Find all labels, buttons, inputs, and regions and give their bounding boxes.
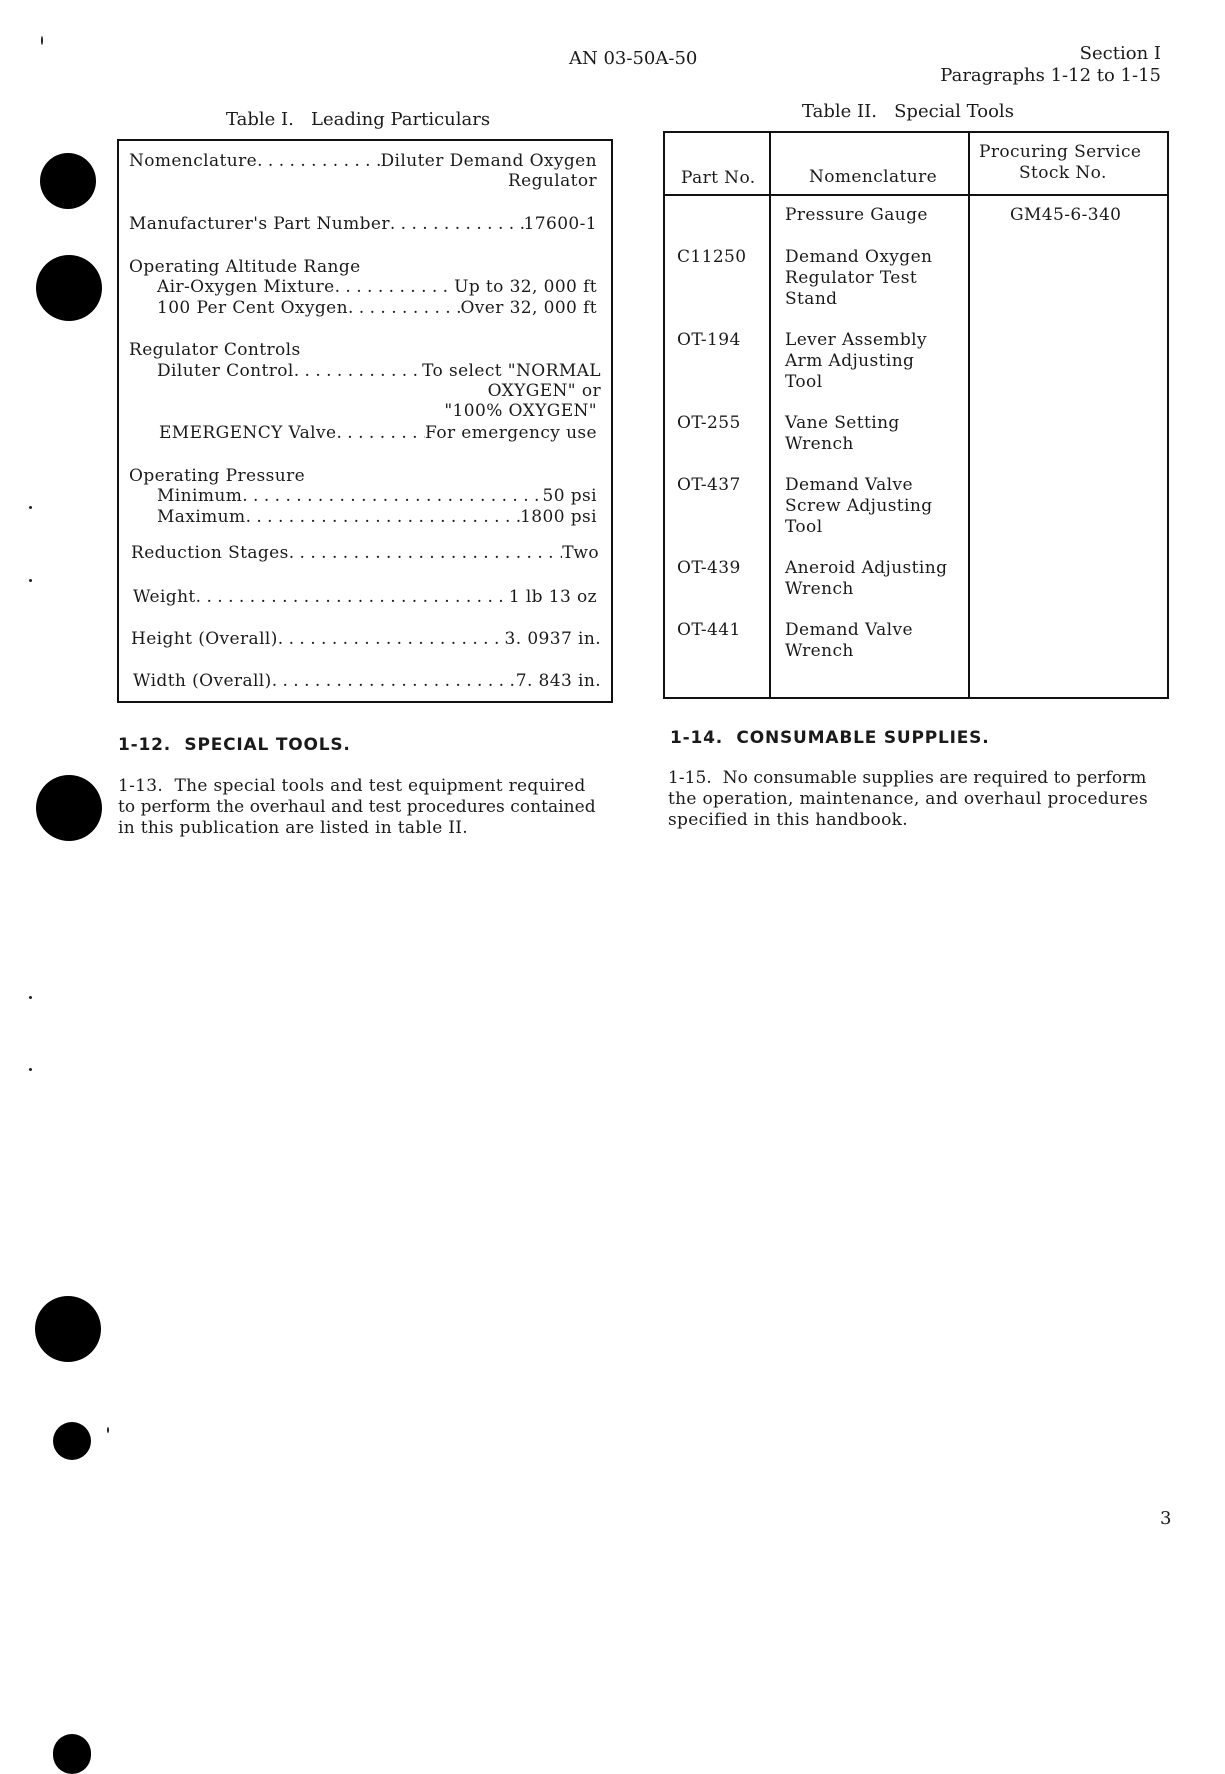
table-cell-nomenclature: Tool xyxy=(785,517,823,537)
row-label: Minimum xyxy=(157,486,243,506)
column-divider xyxy=(769,133,771,697)
row-part-number xyxy=(129,214,597,234)
row-value: 3. 0937 in. xyxy=(504,629,601,649)
row-label: Reduction Stages xyxy=(131,543,289,563)
binder-hole xyxy=(40,153,96,209)
paragraph-line: specified in this handbook. xyxy=(668,810,908,830)
row-value: Up to 32, 000 ft xyxy=(454,277,597,297)
section-label: Section I xyxy=(1079,43,1161,64)
table-cell-part-no: OT-194 xyxy=(677,330,741,350)
speck xyxy=(29,579,32,582)
page-number: 3 xyxy=(1160,1508,1172,1529)
section-heading-1-14: 1-14. CONSUMABLE SUPPLIES. xyxy=(670,728,990,748)
leader-dots xyxy=(335,277,454,297)
binder-hole xyxy=(36,255,102,321)
leader-dots xyxy=(257,151,380,171)
altitude-heading: Operating Altitude Range xyxy=(129,257,361,277)
table-cell-nomenclature: Arm Adjusting xyxy=(785,351,915,371)
table-cell-nomenclature: Lever Assembly xyxy=(785,330,927,350)
binder-hole xyxy=(35,1296,101,1362)
leader-dots xyxy=(242,486,542,506)
header-divider xyxy=(665,194,1167,196)
paragraph-line: the operation, maintenance, and overhaul procedures xyxy=(668,789,1149,809)
table-cell-nomenclature: Wrench xyxy=(785,641,854,661)
table-cell-nomenclature: Pressure Gauge xyxy=(785,205,928,225)
row-nomenclature xyxy=(129,151,597,171)
header-part-no: Part No. xyxy=(681,168,756,188)
row-value: For emergency use xyxy=(425,423,597,443)
paragraph-range: Paragraphs 1-12 to 1-15 xyxy=(940,65,1161,86)
table-cell-stock-no: GM45-6-340 xyxy=(1010,205,1122,225)
paragraph-1-15 xyxy=(668,768,1148,831)
row-air-oxygen xyxy=(157,277,597,297)
row-label: Diluter Control xyxy=(157,361,294,381)
leader-dots xyxy=(348,298,460,318)
row-value: 7. 843 in. xyxy=(515,671,601,691)
table-cell-part-no: OT-439 xyxy=(677,558,741,578)
table-cell-part-no: OT-437 xyxy=(677,475,741,495)
row-value: 50 psi xyxy=(542,486,597,506)
doc-number: AN 03-50A-50 xyxy=(569,48,698,69)
paragraph-line: 1-15. No consumable supplies are required to perform xyxy=(668,768,1147,788)
table1-caption: Table I. Leading Particulars xyxy=(226,109,491,130)
leader-dots xyxy=(278,629,505,649)
table-cell-nomenclature: Wrench xyxy=(785,434,854,454)
paragraph-line: in this publication are listed in table II. xyxy=(118,818,469,838)
speck xyxy=(107,1427,109,1433)
row-reduction xyxy=(131,543,599,563)
paragraph-1-13 xyxy=(118,776,596,839)
row-pure-oxygen xyxy=(157,298,597,318)
table-cell-nomenclature: Regulator Test xyxy=(785,268,918,288)
row-label: Maximum xyxy=(157,507,246,527)
table-cell-nomenclature: Demand Valve xyxy=(785,475,913,495)
table-cell-nomenclature: Aneroid Adjusting xyxy=(785,558,948,578)
paragraph-line: to perform the overhaul and test procedures contained xyxy=(118,797,596,817)
row-diluter xyxy=(157,361,601,381)
binder-hole xyxy=(53,1736,91,1774)
table-cell-part-no: OT-441 xyxy=(677,620,741,640)
row-value: Over 32, 000 ft xyxy=(460,298,597,318)
row-height xyxy=(131,629,601,649)
table-cell-part-no: C11250 xyxy=(677,247,747,267)
special-tools-table xyxy=(663,131,1169,699)
row-label: Air-Oxygen Mixture xyxy=(157,277,335,297)
section-heading-1-12: 1-12. SPECIAL TOOLS. xyxy=(118,735,351,755)
row-emergency xyxy=(159,423,597,443)
row-value-cont: Regulator xyxy=(507,171,597,191)
row-value: To select "NORMAL xyxy=(422,361,601,381)
pressure-heading: Operating Pressure xyxy=(129,466,306,486)
table-cell-nomenclature: Stand xyxy=(785,289,838,309)
speck xyxy=(29,996,32,999)
row-weight xyxy=(133,587,597,607)
binder-hole xyxy=(53,1422,91,1460)
header-stock-line1: Procuring Service xyxy=(979,142,1142,162)
table-cell-nomenclature: Demand Valve xyxy=(785,620,913,640)
header-stock-line2: Stock No. xyxy=(1019,163,1107,183)
table-cell-nomenclature: Vane Setting xyxy=(785,413,900,433)
speck xyxy=(29,1068,32,1071)
row-value: 17600-1 xyxy=(523,214,597,234)
leader-dots xyxy=(390,214,524,234)
paragraph-line: 1-13. The special tools and test equipment required xyxy=(118,776,586,796)
row-value-cont: "100% OXYGEN" xyxy=(444,401,597,421)
row-value-cont: OXYGEN" or xyxy=(487,381,601,401)
speck xyxy=(29,506,32,509)
row-value: Two xyxy=(562,543,599,563)
table-cell-part-no: OT-255 xyxy=(677,413,741,433)
speck xyxy=(41,36,43,45)
table-cell-nomenclature: Wrench xyxy=(785,579,854,599)
row-label: Manufacturer's Part Number xyxy=(129,214,390,234)
table2-caption: Table II. Special Tools xyxy=(802,101,1014,122)
leader-dots xyxy=(289,543,563,563)
row-maximum xyxy=(157,507,597,527)
row-value: 1800 psi xyxy=(520,507,597,527)
row-label: Weight xyxy=(133,587,196,607)
leader-dots xyxy=(336,423,425,443)
leader-dots xyxy=(196,587,509,607)
row-value: 1 lb 13 oz xyxy=(508,587,597,607)
leading-particulars-table xyxy=(117,139,613,703)
row-label: 100 Per Cent Oxygen xyxy=(157,298,348,318)
row-minimum xyxy=(157,486,597,506)
row-value: Diluter Demand Oxygen xyxy=(380,151,597,171)
row-label: Nomenclature xyxy=(129,151,258,171)
column-divider xyxy=(968,133,970,697)
leader-dots xyxy=(246,507,521,527)
header-nomenclature: Nomenclature xyxy=(809,167,938,187)
leader-dots xyxy=(294,361,422,381)
table-cell-nomenclature: Demand Oxygen xyxy=(785,247,933,267)
row-label: EMERGENCY Valve xyxy=(159,423,337,443)
table-cell-nomenclature: Screw Adjusting xyxy=(785,496,933,516)
row-label: Width (Overall) xyxy=(133,671,272,691)
row-label: Height (Overall) xyxy=(131,629,278,649)
controls-heading: Regulator Controls xyxy=(129,340,301,360)
leader-dots xyxy=(272,671,516,691)
binder-hole xyxy=(36,775,102,841)
table-cell-nomenclature: Tool xyxy=(785,372,823,392)
row-width xyxy=(133,671,601,691)
